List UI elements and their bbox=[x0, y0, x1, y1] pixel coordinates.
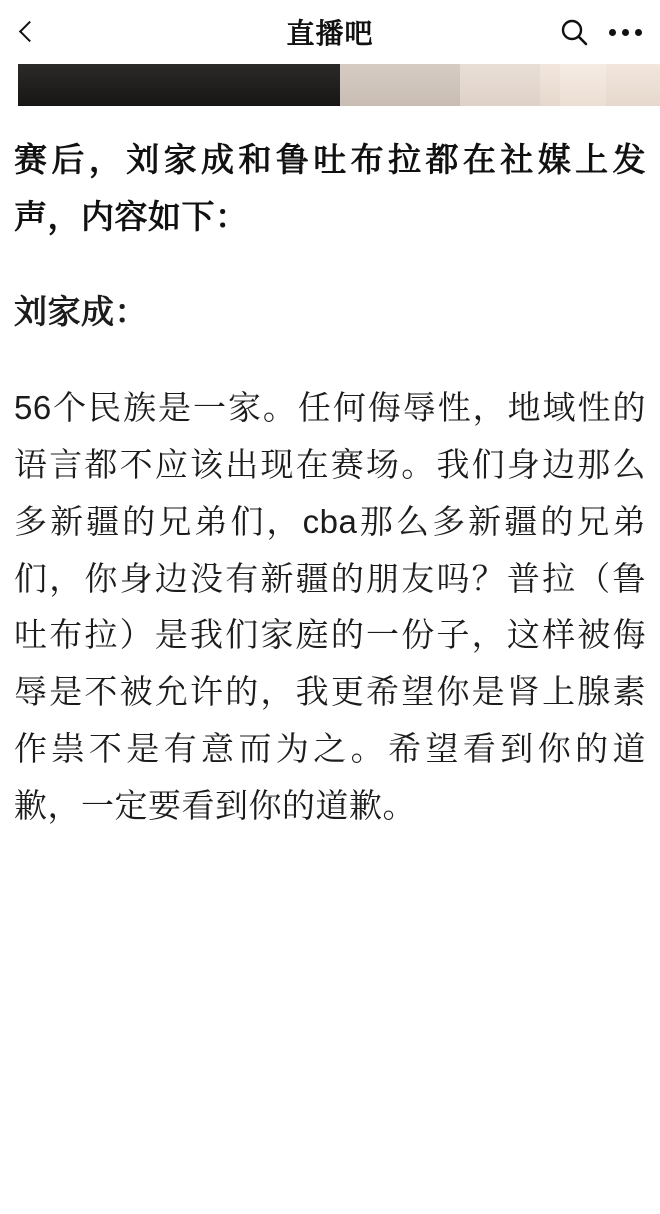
image-skin-region-1 bbox=[340, 64, 460, 106]
image-skin-region-2 bbox=[460, 64, 540, 106]
top-navigation-bar bbox=[0, 0, 660, 64]
article-body bbox=[0, 106, 660, 834]
image-dark-region bbox=[18, 64, 340, 106]
article-paragraph-speaker: 刘家成： bbox=[14, 292, 148, 330]
image-highlight-region bbox=[560, 64, 606, 106]
image-edge-left bbox=[0, 64, 18, 106]
article-paragraph-intro: 赛后，刘家成和鲁吐布拉都在社媒上发声，内容如下： bbox=[14, 141, 646, 235]
dot-3 bbox=[635, 29, 642, 36]
search-icon[interactable] bbox=[559, 17, 589, 47]
article-paragraph-statement: 56个民族是一家。任何侮辱性，地域性的语言都不应该出现在赛场。我们身边那么多新疆的兄弟们，cba那么多新疆的兄弟们，你身边没有新疆的朋友吗？普拉（鲁吐布拉）是我们家庭的一份子，这样被侮辱是不被允许的，我更希望你是肾上腺素作祟不是有意而为之。希望看到你的道歉，一定要看到你的道歉。 bbox=[14, 389, 646, 824]
dot-1 bbox=[609, 29, 616, 36]
nav-left-group bbox=[14, 19, 84, 45]
nav-right-group bbox=[512, 17, 642, 47]
dot-2 bbox=[622, 29, 629, 36]
more-dots-icon[interactable] bbox=[609, 25, 642, 40]
article-image-strip bbox=[0, 64, 660, 106]
page-title: 直播吧 bbox=[286, 18, 374, 49]
chevron-left-icon[interactable] bbox=[14, 19, 40, 45]
